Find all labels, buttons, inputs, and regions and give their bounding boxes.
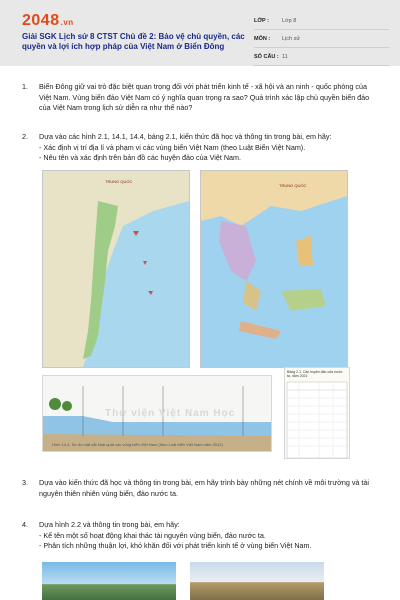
meta-row-count — [254, 48, 389, 66]
question-bullet: - Kể tên một số hoạt động khai thác tài nguyên vùng biển, đảo nước ta. — [39, 530, 266, 540]
meta-label: MÔN : — [254, 35, 271, 42]
southeast-asia-map-graphic — [201, 171, 347, 367]
vietnam-map-graphic — [43, 171, 189, 367]
figure-caption: Hình 14.4. Sơ đồ mặt cắt khái quát các vùng biển Việt Nam (theo Luật biển Việt Nam năm 2012) — [52, 442, 223, 447]
question-3 — [22, 478, 380, 502]
question-bullet: - Xác định vị trí địa lí và phạm vi các vùng biển Việt Nam (theo Luật Biển Việt Nam). — [39, 142, 306, 152]
question-body — [39, 132, 379, 164]
question-4 — [22, 520, 380, 556]
meta-row-class — [254, 12, 389, 30]
meta-value: Lớp 8 — [282, 17, 297, 24]
vietnam-map-image — [42, 170, 190, 368]
island-districts-table — [284, 367, 350, 459]
meta-label: SỐ CÂU : — [254, 53, 279, 60]
question-1 — [22, 82, 380, 122]
meta-label: LỚP : — [254, 17, 269, 24]
table-title: Bảng 2.1. Các huyện đảo của nước ta, năm 2021 — [287, 370, 343, 378]
question-number: 4. — [22, 520, 28, 529]
table-graphic — [285, 380, 349, 459]
site-logo[interactable] — [22, 12, 74, 30]
meta-row-subject — [254, 30, 389, 48]
map-label-china: TRUNG QUỐC — [105, 179, 133, 184]
beach-photo — [42, 562, 176, 600]
port-photo — [190, 562, 324, 600]
question-bullet: - Phân tích những thuận lợi, khó khăn đối với phát triển kinh tế ở vùng biển Việt Nam. — [39, 541, 312, 550]
logo-text: 2048 — [22, 12, 60, 29]
question-text: Dựa vào các hình 2.1, 14.1, 14.4, bảng 2.1, kiến thức đã học và thông tin trong bài, em hãy: — [39, 132, 332, 141]
question-number: 1. — [22, 82, 28, 91]
meta-value: 11 — [282, 53, 288, 60]
document-title: Giải SGK Lịch sử 8 CTST Chủ đề 2: Bảo vệ chủ quyền, các quyền và lợi ích hợp pháp của Việt Nam ở Biển Đông — [22, 32, 245, 51]
meta-value: Lịch sử — [282, 35, 301, 42]
logo-tld: .vn — [60, 18, 74, 27]
question-text: Dựa vào kiến thức đã học và thông tin trong bài, em hãy trình bày những nét chính về môi trường và tài nguyên thiên nhiên vùng biển, đảo nước ta. — [39, 478, 370, 498]
meta-table — [254, 12, 389, 66]
question-text: Dựa hình 2.2 và thông tin trong bài, em hãy: — [39, 520, 180, 529]
page-header — [0, 0, 400, 66]
question-bullet: - Nêu tên và xác định trên bản đồ các huyện đảo của Việt Nam. — [39, 153, 242, 162]
southeast-asia-map-image — [200, 170, 348, 368]
question-2 — [22, 132, 380, 170]
question-body — [39, 520, 379, 552]
question-number: 2. — [22, 132, 28, 141]
question-number: 3. — [22, 478, 28, 487]
map-label-china: TRUNG QUỐC — [279, 183, 307, 188]
watermark: Thư viện Việt Nam Học — [105, 408, 236, 419]
question-text: Biển Đông giữ vai trò đặc biệt quan trọng đối với phát triển kinh tế - xã hội và an ninh - quốc phòng của Việt Nam. Vùng biển đảo Việt Nam có ý nghĩa quan trọng ra sao? Quá trình xác lập chủ quyền biển đảo của Việt Nam trong lịch sử diễn ra như thế nào? — [39, 82, 370, 112]
